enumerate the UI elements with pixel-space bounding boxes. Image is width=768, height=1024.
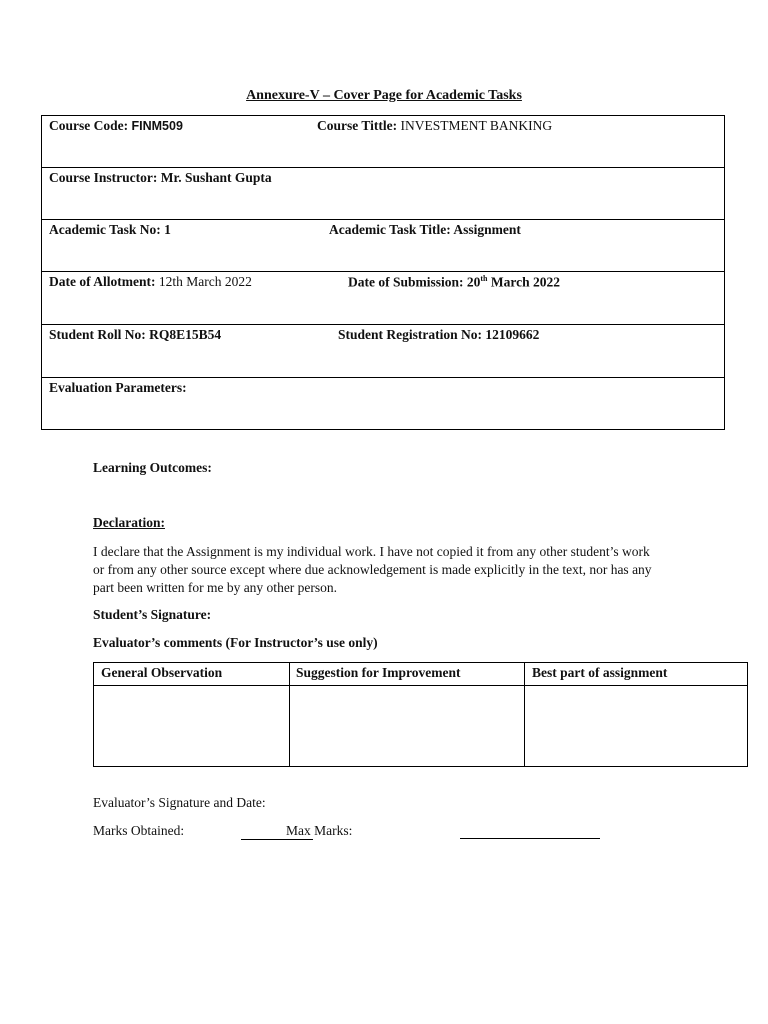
instructor-value: Mr. Sushant Gupta bbox=[160, 170, 272, 185]
evaluation-parameters-label: Evaluation Parameters: bbox=[49, 380, 187, 395]
submission-suffix: th bbox=[480, 274, 488, 283]
registration-label: Student Registration No: bbox=[338, 327, 482, 342]
course-code-value: FINM509 bbox=[131, 119, 183, 133]
evaluator-comments-heading: Evaluator’s comments (For Instructor’s use only) bbox=[93, 635, 378, 650]
course-title-value: INVESTMENT BANKING bbox=[400, 118, 553, 133]
submission-label: Date of Submission: bbox=[348, 274, 464, 290]
header-general-observation: General Observation bbox=[101, 665, 223, 680]
task-title-label: Academic Task Title: bbox=[329, 222, 451, 237]
header-best-part: Best part of assignment bbox=[532, 665, 668, 680]
evaluation-row bbox=[42, 378, 724, 429]
student-row bbox=[42, 325, 724, 378]
roll-label: Student Roll No: bbox=[49, 327, 146, 342]
marks-obtained-line bbox=[241, 839, 313, 840]
task-no-value: 1 bbox=[164, 222, 171, 237]
course-row bbox=[42, 116, 724, 168]
evaluator-signature-label: Evaluator’s Signature and Date: bbox=[93, 795, 266, 810]
instructor-label: Course Instructor: bbox=[49, 170, 158, 185]
evaluator-comments-table bbox=[93, 662, 748, 767]
allotment-value: 12th March 2022 bbox=[158, 274, 252, 289]
task-title-value: Assignment bbox=[453, 222, 521, 237]
header-suggestion-improvement: Suggestion for Improvement bbox=[296, 665, 461, 680]
submission-day: 20 bbox=[466, 274, 481, 290]
course-code-label: Course Code: bbox=[49, 118, 129, 133]
declaration-heading: Declaration: bbox=[93, 515, 165, 530]
allotment-label: Date of Allotment: bbox=[49, 274, 156, 289]
roll-value: RQ8E15B54 bbox=[149, 327, 222, 342]
learning-outcomes-label: Learning Outcomes: bbox=[93, 460, 212, 475]
dates-row bbox=[42, 272, 724, 325]
course-title-label: Course Tittle: bbox=[317, 118, 398, 133]
declaration-text: I declare that the Assignment is my individual work. I have not copied it from any other student’s work or from any other source except where due acknowledgement is made explicitly in the text, nor has any part been written for me by any other person. bbox=[93, 544, 652, 595]
task-row bbox=[42, 220, 724, 272]
registration-value: 12109662 bbox=[485, 327, 540, 342]
cover-info-table bbox=[41, 115, 725, 430]
instructor-row bbox=[42, 168, 724, 220]
max-marks-label: Max Marks: bbox=[286, 823, 353, 838]
submission-rest: March 2022 bbox=[490, 274, 561, 290]
page-title: Annexure-V – Cover Page for Academic Tasks bbox=[246, 88, 522, 103]
marks-obtained-label: Marks Obtained: bbox=[93, 823, 185, 838]
student-signature-label: Student’s Signature: bbox=[93, 607, 212, 622]
task-no-label: Academic Task No: bbox=[49, 222, 161, 237]
max-marks-line bbox=[460, 838, 600, 839]
